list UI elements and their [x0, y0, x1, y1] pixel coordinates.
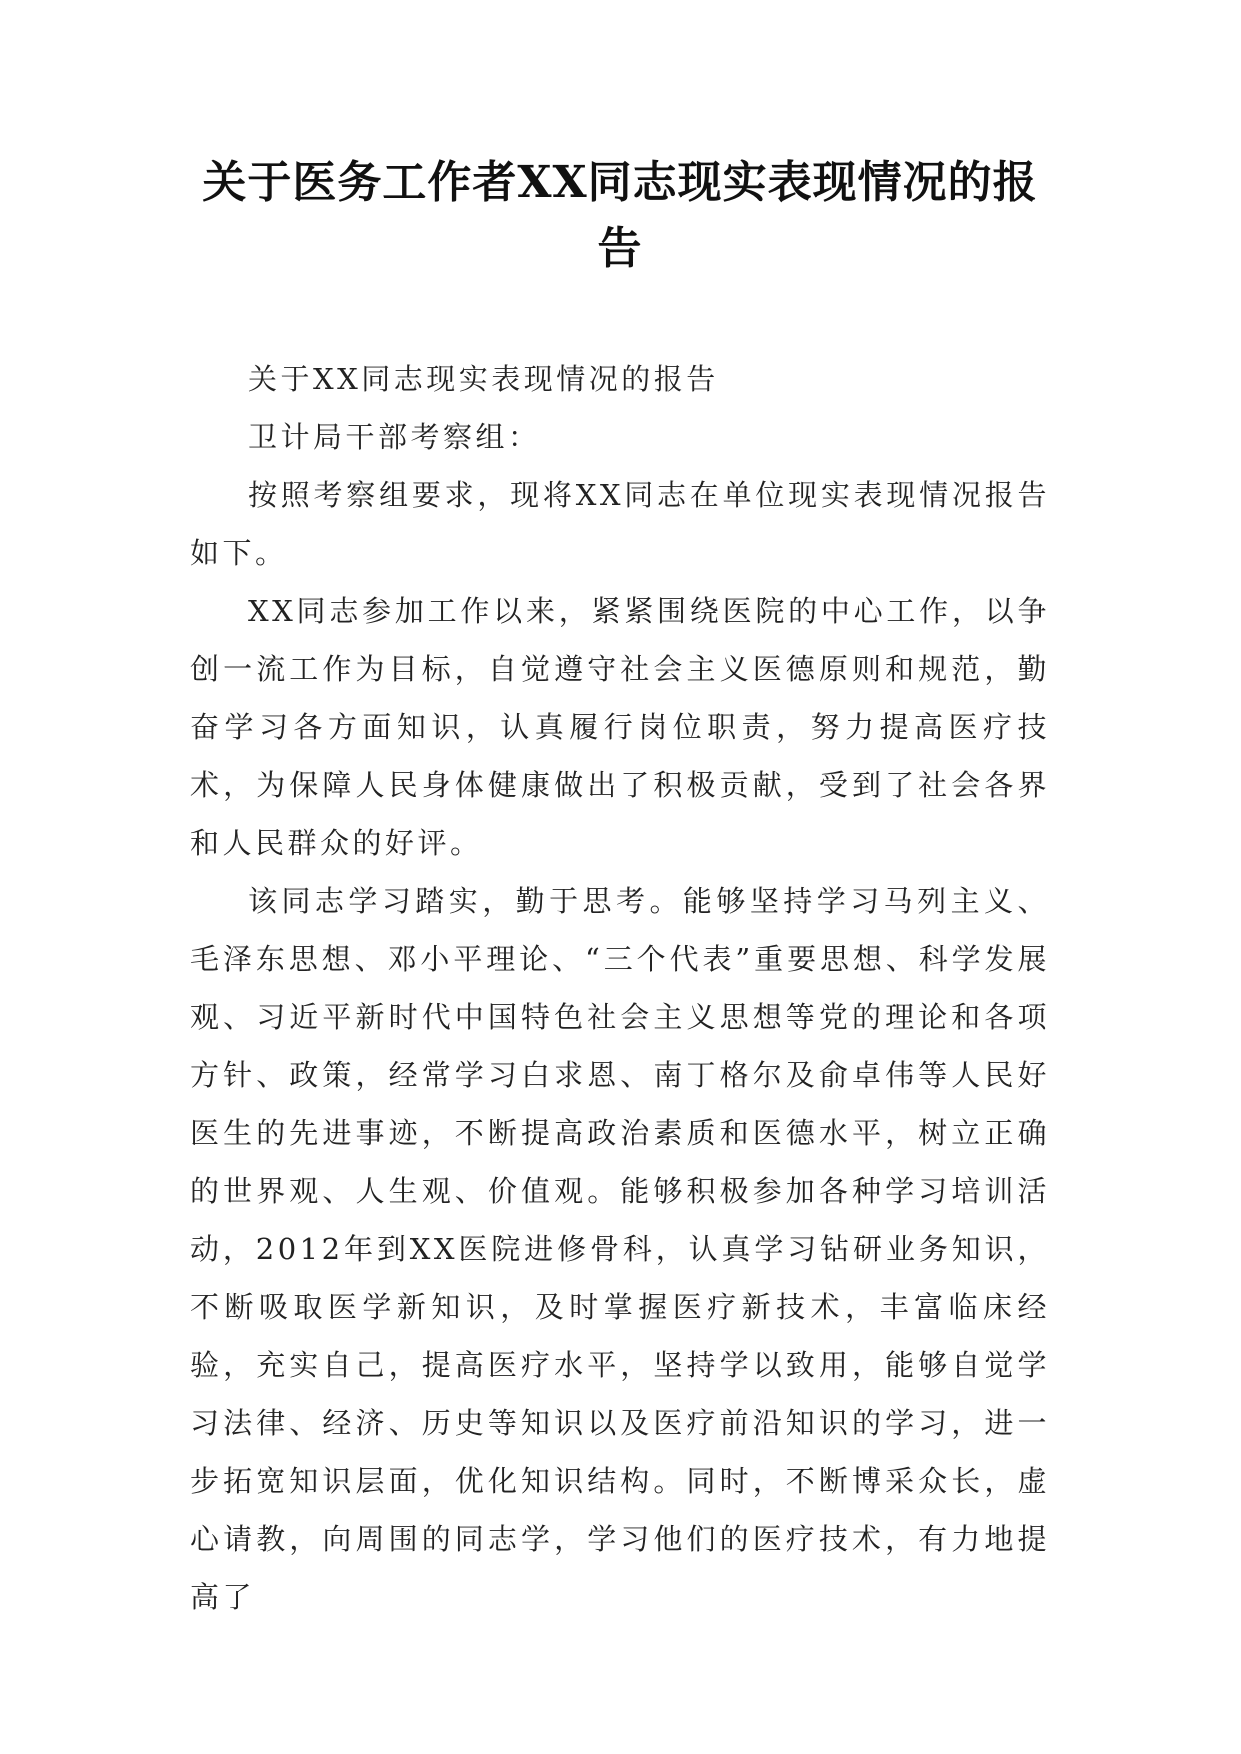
paragraph-intro: 按照考察组要求，现将XX同志在单位现实表现情况报告如下。: [190, 478, 1050, 570]
paragraph-study: 该同志学习踏实，勤于思考。能够坚持学习马列主义、毛泽东思想、邓小平理论、“三个代表”重要思想、科学发展观、习近平新时代中国特色社会主义思想等党的理论和各项方针、政策，经常学习白求恩、南丁格尔及俞卓伟等人民好医生的先进事迹，不断提高政治素质和医德水平，树立正确的世界观、人生观、价值观。能够积极参加各种学习培训活动，2012年到XX医院进修骨科，认真学习钻研业务知识，不断吸取医学新知识，及时掌握医疗新技术，丰富临床经验，充实自己，提高医疗水平，坚持学以致用，能够自觉学习法律、经济、历史等知识以及医疗前沿知识的学习，进一步拓宽知识层面，优化知识结构。同时，不断博采众长，虚心请教，向周围的同志学，学习他们的医疗技术，有力地提高了: [190, 884, 1050, 1614]
paragraph-summary: XX同志参加工作以来，紧紧围绕医院的中心工作，以争创一流工作为目标，自觉遵守社会主义医德原则和规范，勤奋学习各方面知识，认真履行岗位职责，努力提高医疗技术，为保障人民身体健康做出了积极贡献，受到了社会各界和人民群众的好评。: [190, 594, 1050, 860]
paragraph-report-heading: 关于XX同志现实表现情况的报告: [248, 362, 719, 396]
paragraph-addressee: 卫计局干部考察组：: [248, 420, 541, 454]
document-title: 关于医务工作者XX同志现实表现情况的报告: [202, 157, 1038, 274]
document-body: [190, 350, 1050, 1626]
